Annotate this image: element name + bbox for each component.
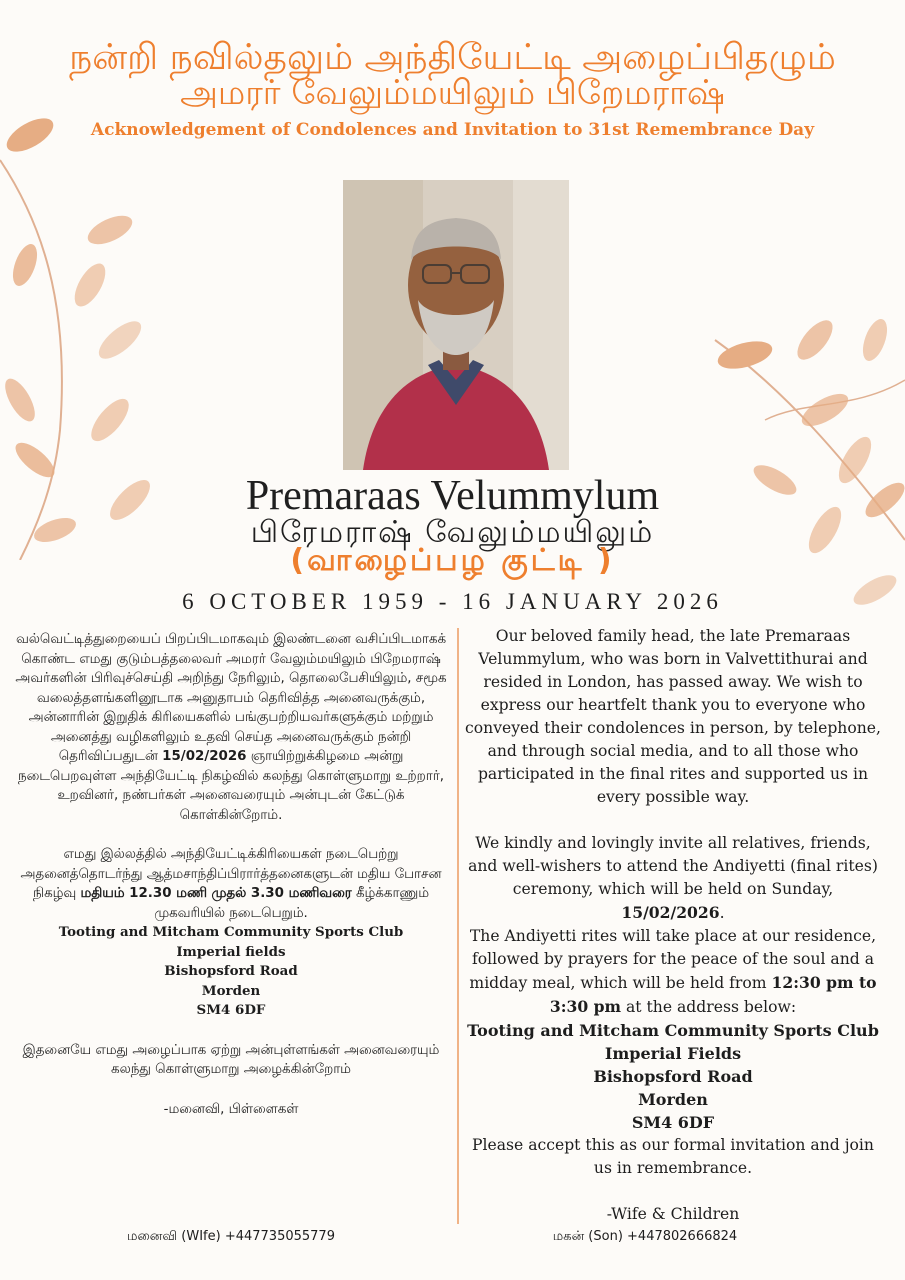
english-paragraph-2: We kindly and lovingly invite all relatives, friends, and well-wishers to attend the Andiyetti (final rites) ceremony, which will be held on Sunday, 15/02/2026. <box>468 834 878 922</box>
portrait-photo <box>343 180 569 470</box>
tamil-paragraph-2: எமது இல்லத்தில் அந்தியேட்டிக்கிரியைகள் நடைபெற்று அதனைத்தொடர்ந்து ஆத்மசாந்திப்பிரார்த்தனைகளுடன் மதிய போசன நிகழ்வு மதியம் 12.30 மணி முதல் 3.30 மணிவரை கீழ்க்காணும் முகவரியில் நடைபெறும். <box>20 847 442 921</box>
tamil-title-line-2: அமரர் வேலும்மயிலும் பிறேமராஷ் <box>180 73 725 113</box>
english-signoff: -Wife & Children <box>606 1205 740 1223</box>
english-subtitle: Acknowledgement of Condolences and Invitation to 31st Remembrance Day <box>90 120 815 140</box>
english-message-column <box>462 625 884 1226</box>
english-paragraph-1: Our beloved family head, the late Premaraas Velummylum, who was born in Valvettithurai and resided in London, has passed away. We wish to express our heartfelt thank you to everyone who conveyed their condolences in person, by telephone, and through social media, and to all those who participated in the final rites and supported us in every possible way. <box>465 627 881 806</box>
life-dates: 6 OCTOBER 1959 - 16 JANUARY 2026 <box>182 589 723 614</box>
tamil-message-column <box>10 630 452 1119</box>
tamil-paragraph-1: வல்வெட்டித்துறையைப் பிறப்பிடமாகவும் இலண்டனை வசிப்பிடமாகக் கொண்ட எமது குடும்பத்தலைவர் அமரர் வேலும்மயிலும் பிறேமராஷ் அவர்களின் பிரிவுச்செய்தி அறிந்து நேரிலும், தொலைபேசியிலும், சமூக வலைத்தளங்களினூடாக அனுதாபம் தெரிவித்த அனைவருக்கும், அன்னாரின் இறுதிக் கிரியைகளில் பங்குபற்றியவர்களுக்கும் மற்றும் அனைத்து வழிகளிலும் உதவி செய்த அனைவருக்கும் நன்றி தெரிவிப்பதுடன் 15/02/2026 ஞாயிற்றுக்கிழமை அன்று நடைபெறவுள்ள அந்தியேட்டி நிகழ்வில் கலந்து கொள்ளுமாறு உற்றார், உறவினர், நண்பர்கள் அனைவரையும் அன்புடன் கேட்டுக் கொள்கின்றோம். <box>15 632 447 823</box>
deceased-name-english: Premaraas Velummylum <box>245 473 660 519</box>
tamil-paragraph-3: இதனையே எமது அழைப்பாக ஏற்று அன்புள்ளங்கள் அனைவரையும் கலந்து கொள்ளுமாறு அழைக்கின்றோம் <box>22 1042 440 1077</box>
english-event-time: 12:30 pm to 3:30 pm <box>549 973 877 1016</box>
tamil-title-line-1: நன்றி நவில்தலும் அந்தியேட்டி அழைப்பிதழும் <box>69 37 836 78</box>
english-event-date: 15/02/2026 <box>621 903 720 922</box>
tamil-event-date: 15/02/2026 <box>162 749 247 764</box>
wife-contact: மனைவி (WIfe) +447735055779 <box>127 1229 335 1244</box>
column-divider <box>457 628 459 1224</box>
tamil-signoff: -மனைவி, பிள்ளைகள் <box>163 1101 299 1117</box>
son-contact: மகன் (Son) +447802666824 <box>552 1229 738 1244</box>
deceased-name-tamil: பிரேமராஷ் வேலும்மயிலும் <box>250 515 655 550</box>
tamil-address-block: Tooting and Mitcham Community Sports Club Imperial fields Bishopsford Road Morden SM4 6DF <box>58 924 404 1018</box>
deceased-nickname: (வாழைப்பழ குட்டி ) <box>290 543 615 578</box>
english-paragraph-3: The Andiyetti rites will take place at our residence, followed by prayers for the peace of the soul and a midday meal, which will be held from 12:30 pm to 3:30 pm at the address below: <box>469 927 877 1016</box>
english-address-block: Tooting and Mitcham Community Sports Club Imperial Fields Bishopsford Road Morden SM4 6DF <box>467 1021 879 1132</box>
english-paragraph-4: Please accept this as our formal invitation and join us in remembrance. <box>472 1136 874 1177</box>
tamil-event-time: மதியம் 12.30 மணி முதல் 3.30 மணிவரை <box>80 886 352 901</box>
